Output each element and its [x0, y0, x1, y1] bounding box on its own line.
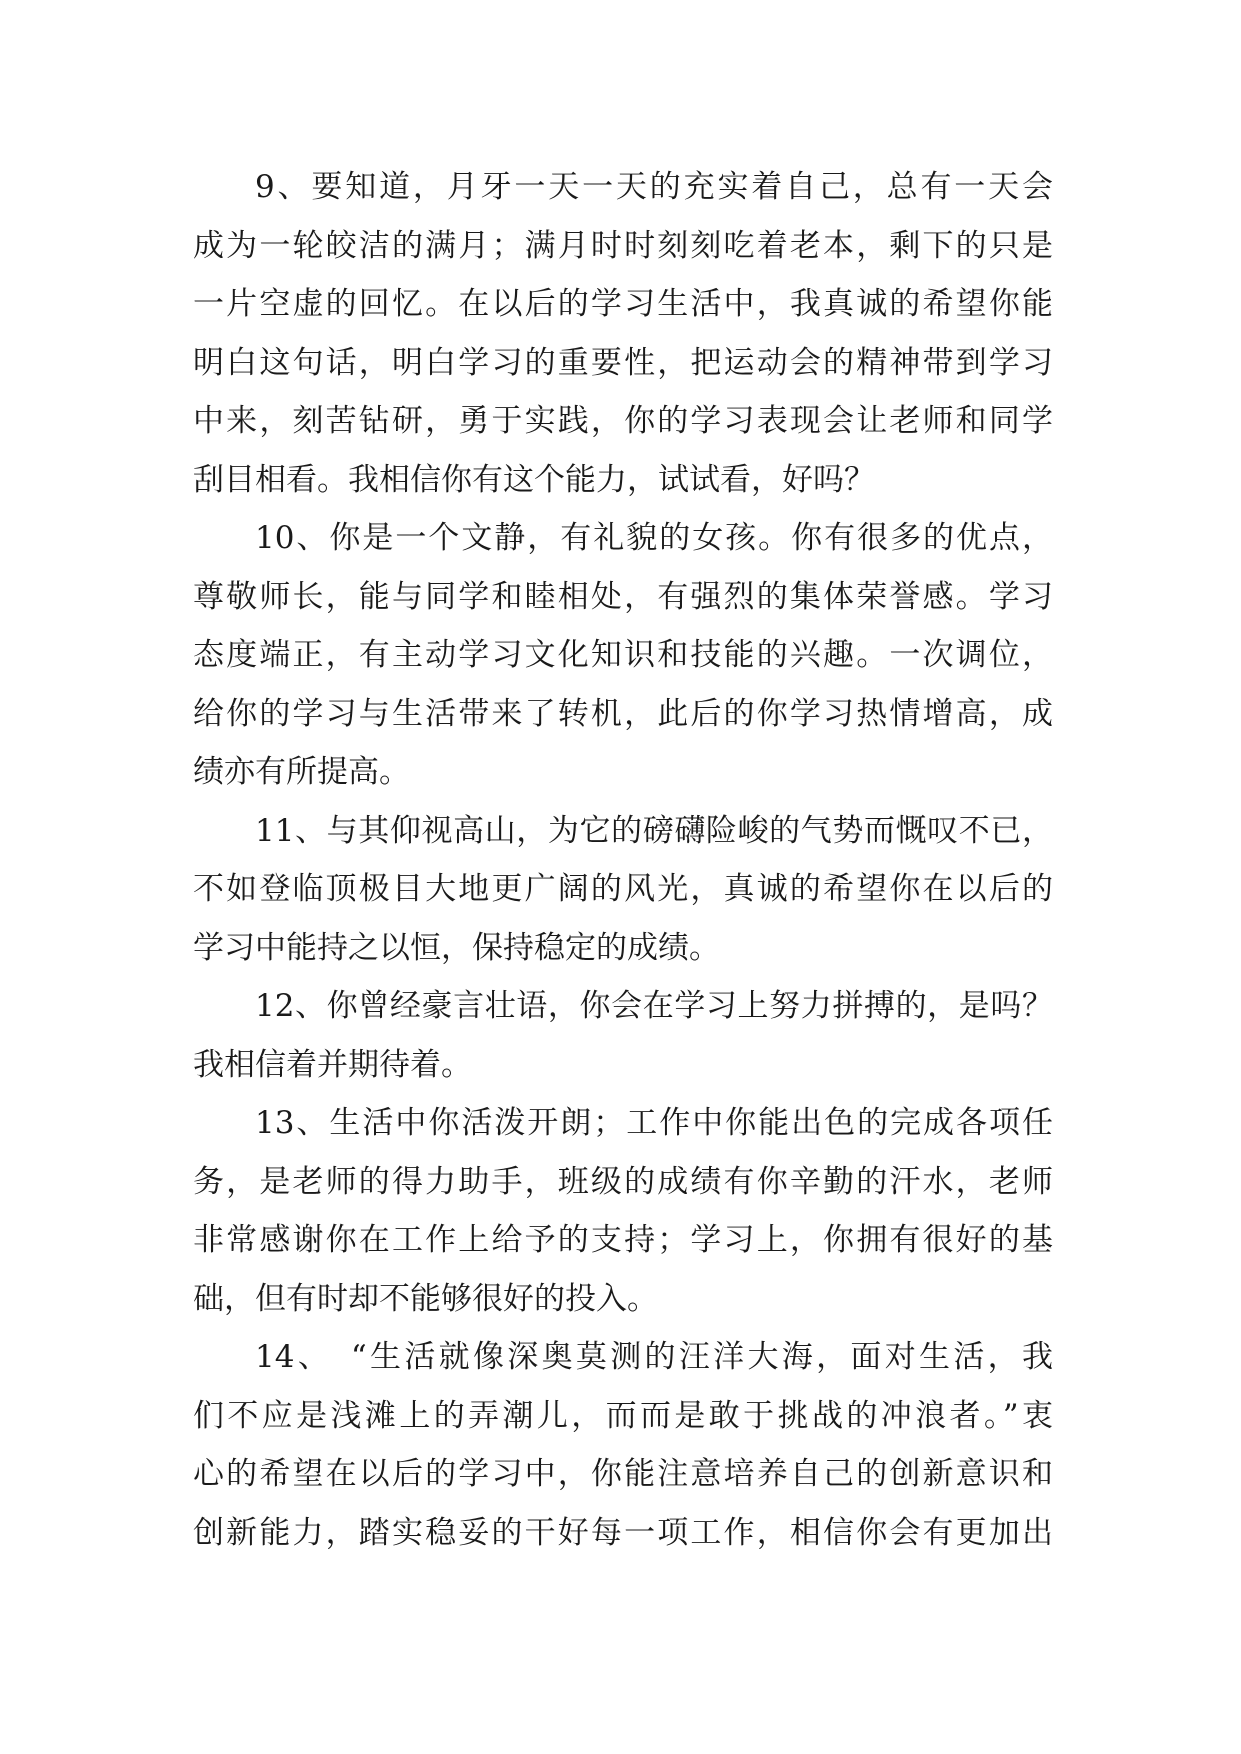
- paragraph-line: 不如登临顶极目大地更广阔的风光，真诚的希望你在以后的: [193, 871, 1053, 907]
- paragraph-13: [193, 1094, 1053, 1328]
- paragraph-line: 刮目相看。我相信你有这个能力，试试看，好吗？: [193, 461, 875, 498]
- paragraph-11: [193, 802, 1053, 978]
- paragraph-line: 础，但有时却不能够很好的投入。: [193, 1280, 658, 1317]
- document-body: [193, 158, 1053, 1562]
- paragraph-line: 13、生活中你活泼开朗；工作中你能出色的完成各项任: [255, 1105, 1053, 1141]
- paragraph-line: 9、要知道，月牙一天一天的充实着自己，总有一天会: [255, 169, 1053, 205]
- paragraph-line: 明白这句话，明白学习的重要性，把运动会的精神带到学习: [193, 344, 1053, 381]
- paragraph-line: 10、你是一个文静，有礼貌的女孩。你有很多的优点，: [255, 520, 1053, 556]
- paragraph-line: 学习中能持之以恒，保持稳定的成绩。: [193, 929, 720, 966]
- paragraph-10: [193, 509, 1053, 802]
- paragraph-9: [193, 158, 1053, 509]
- paragraph-line: 绩亦有所提高。: [193, 754, 410, 790]
- paragraph-line: 心的希望在以后的学习中，你能注意培养自己的创新意识和: [193, 1456, 1053, 1492]
- paragraph-line: 中来，刻苦钻研，勇于实践，你的学习表现会让老师和同学: [193, 403, 1053, 439]
- paragraph-12: [193, 977, 1053, 1094]
- paragraph-line: 14、 “生活就像深奥莫测的汪洋大海，面对生活，我: [255, 1339, 1053, 1375]
- paragraph-line: 尊敬师长，能与同学和睦相处，有强烈的集体荣誉感。学习: [193, 578, 1053, 615]
- paragraph-line: 成为一轮皎洁的满月；满月时时刻刻吃着老本，剩下的只是: [193, 227, 1053, 264]
- paragraph-line: 12、你曾经豪言壮语，你会在学习上努力拼搏的，是吗？: [255, 988, 1053, 1024]
- paragraph-line: 创新能力，踏实稳妥的干好每一项工作，相信你会有更加出: [193, 1514, 1053, 1551]
- paragraph-line: 我相信着并期待着。: [193, 1046, 472, 1083]
- paragraph-line: 11、与其仰视高山，为它的磅礴险峻的气势而慨叹不已，: [255, 812, 1053, 849]
- paragraph-line: 给你的学习与生活带来了转机，此后的你学习热情增高，成: [193, 695, 1053, 732]
- paragraph-line: 态度端正，有主动学习文化知识和技能的兴趣。一次调位，: [193, 637, 1053, 673]
- paragraph-line: 们不应是浅滩上的弄潮儿，而而是敢于挑战的冲浪者。”衷: [193, 1397, 1053, 1434]
- paragraph-14: [193, 1328, 1053, 1562]
- paragraph-line: 一片空虚的回忆。在以后的学习生活中，我真诚的希望你能: [193, 286, 1053, 322]
- paragraph-line: 务，是老师的得力助手，班级的成绩有你辛勤的汗水，老师: [193, 1163, 1053, 1200]
- paragraph-line: 非常感谢你在工作上给予的支持；学习上，你拥有很好的基: [193, 1222, 1053, 1258]
